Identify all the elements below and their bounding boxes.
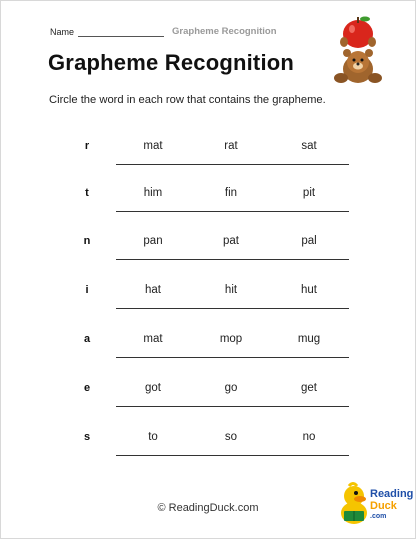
row-divider-line xyxy=(116,211,349,212)
word-choice[interactable]: him xyxy=(143,187,163,199)
grapheme-letter: t xyxy=(85,187,89,199)
word-choice[interactable]: pit xyxy=(302,187,316,199)
word-choice[interactable]: rat xyxy=(224,140,238,152)
word-choice[interactable]: hat xyxy=(145,284,161,296)
exercise-row xyxy=(0,424,416,464)
exercise-row xyxy=(0,228,416,268)
header-worksheet-name: Grapheme Recognition xyxy=(172,26,277,37)
footer-copyright: © ReadingDuck.com xyxy=(157,502,259,514)
word-choice[interactable]: mop xyxy=(219,333,243,345)
word-choice[interactable]: go xyxy=(224,382,238,394)
word-choice[interactable]: pat xyxy=(223,235,239,247)
bear-holding-apple-icon xyxy=(327,14,389,86)
word-choice[interactable]: mug xyxy=(297,333,321,345)
logo-text-reading: Reading xyxy=(370,488,414,500)
word-choice[interactable]: mat xyxy=(143,140,163,152)
reading-duck-logo[interactable] xyxy=(337,479,414,529)
exercise-row xyxy=(0,180,416,220)
row-divider-line xyxy=(116,406,349,407)
logo-text-com: .com xyxy=(370,513,387,520)
row-divider-line xyxy=(116,308,349,309)
word-choice[interactable]: fin xyxy=(224,187,238,199)
word-choice[interactable]: no xyxy=(302,431,316,443)
word-choice[interactable]: get xyxy=(301,382,317,394)
word-choice[interactable]: got xyxy=(145,382,161,394)
row-divider-line xyxy=(116,357,349,358)
grapheme-letter: n xyxy=(83,235,91,247)
word-choice[interactable]: hut xyxy=(301,284,317,296)
instructions-text: Circle the word in each row that contains the grapheme. xyxy=(49,94,326,106)
grapheme-letter: a xyxy=(83,333,91,345)
grapheme-letter: i xyxy=(85,284,89,296)
name-label: Name xyxy=(50,27,75,37)
duck-mascot-icon xyxy=(337,481,371,527)
row-divider-line xyxy=(116,259,349,260)
exercise-row xyxy=(0,277,416,317)
word-choice[interactable]: mat xyxy=(143,333,163,345)
grapheme-letter: e xyxy=(83,382,91,394)
word-choice[interactable]: pan xyxy=(143,235,163,247)
exercise-row xyxy=(0,133,416,173)
logo-text-duck: Duck xyxy=(370,500,397,512)
exercise-row xyxy=(0,375,416,415)
row-divider-line xyxy=(116,455,349,456)
row-divider-line xyxy=(116,164,349,165)
name-row xyxy=(50,26,277,37)
grapheme-letter: s xyxy=(83,431,91,443)
page-title: Grapheme Recognition xyxy=(48,50,295,75)
word-choice[interactable]: so xyxy=(224,431,238,443)
grapheme-letter: r xyxy=(84,140,90,152)
word-choice[interactable]: pal xyxy=(301,235,317,247)
name-field-line[interactable] xyxy=(78,27,164,37)
word-choice[interactable]: hit xyxy=(224,284,238,296)
word-choice[interactable]: to xyxy=(148,431,158,443)
word-choice[interactable]: sat xyxy=(301,140,317,152)
exercise-row xyxy=(0,326,416,366)
